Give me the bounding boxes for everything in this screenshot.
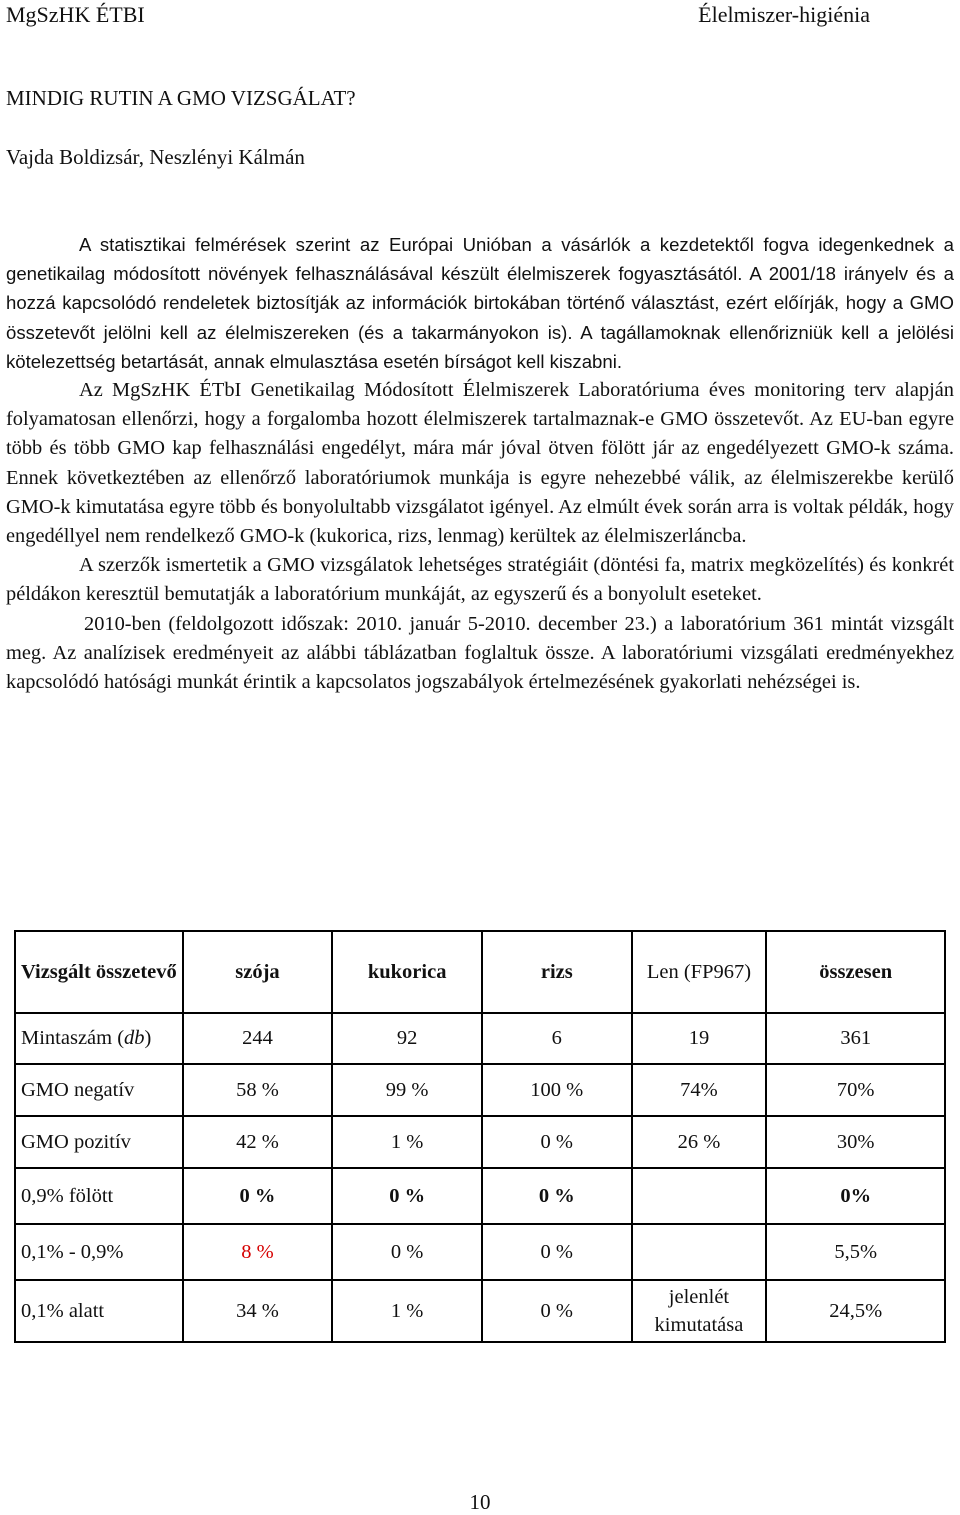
row-label: 0,9% fölött [15,1168,183,1224]
row-label: 0,1% - 0,9% [15,1224,183,1280]
table-row [15,1224,945,1280]
col-header: kukorica [332,931,482,1013]
table-cell: 0 % [482,1116,632,1168]
table-cell: 92 [332,1013,482,1064]
col-header: szója [183,931,333,1013]
table-cell: 244 [183,1013,333,1064]
table-cell: 0 % [332,1224,482,1280]
row-label: 0,1% alatt [15,1280,183,1342]
table-cell-highlight: 8 % [183,1224,333,1280]
article-body [6,230,954,697]
table-cell: 74% [632,1064,767,1116]
paragraph-intro: A statisztikai felmérések szerint az Európai Unióban a vásárlók a kezdetektől fogva idegenkednek a genetikailag módosított növények felhasználásával készült élelmiszerek fogyasztásától. A 2001/18 irányelv és a hozzá kapcsolódó rendeletek biztosítják az információk birtokában történő választást, ezért előírják, hogy a GMO összetevőt jelölni kell az élelmiszereken (és a takarmányokon is). A tagállamoknak ellenőrizniük kell a jelölési kötelezettség betartását, annak elmulasztása esetén bírságot kell kiszabni. [6,234,954,372]
page-title: MINDIG RUTIN A GMO VIZSGÁLAT? [6,86,356,110]
table-cell [632,1224,767,1280]
table-cell: 1 % [332,1116,482,1168]
table-cell: 0 % [183,1168,333,1224]
table-row [15,1280,945,1342]
col-header: Vizsgált összetevő [15,931,183,1013]
table-cell: 30% [766,1116,945,1168]
table-cell: 0% [766,1168,945,1224]
table-cell: 34 % [183,1280,333,1342]
table-cell: 100 % [482,1064,632,1116]
table-cell: 1 % [332,1280,482,1342]
table-cell: 0 % [482,1168,632,1224]
col-header: Len (FP967) [632,931,767,1013]
table-row [15,1168,945,1224]
table-cell: 0 % [482,1280,632,1342]
row-label: GMO pozitív [15,1116,183,1168]
col-header: rizs [482,931,632,1013]
table-cell: 5,5% [766,1224,945,1280]
table-row [15,1013,945,1064]
table-row [15,1116,945,1168]
col-header: összesen [766,931,945,1013]
table-cell: 361 [766,1013,945,1064]
table-row [15,1064,945,1116]
table-cell [632,1168,767,1224]
paragraph-strategies: A szerzők ismertetik a GMO vizsgálatok lehetséges stratégiáit (döntési fa, matrix megközelítés) és konkrét példákon keresztül bemutatják a laboratórium munkáját, az egyszerű és a bonyolult eseteket. [6,554,954,606]
table-cell: jelenlét kimutatása [632,1280,767,1342]
table-cell: 6 [482,1013,632,1064]
authors: Vajda Boldizsár, Neszlényi Kálmán [6,145,305,169]
table-header-row [15,931,945,1013]
row-label: Mintaszám (db) [15,1013,183,1064]
paragraph-results: 2010-ben (feldolgozott időszak: 2010. január 5-2010. december 23.) a laboratórium 361 mintát vizsgált meg. Az analízisek eredményeit az alábbi táblázatban foglaltuk össze. A laboratóriumi vizsgálati eredményekhez kapcsolódó hatósági munkát érintik a kapcsolatos jogszabályok értelmezésének gyakorlati nehézségei is. [6,612,954,694]
paragraph-lab: Az MgSzHK ÉTbI Genetikailag Módosított Élelmiszerek Laboratóriuma éves monitoring terv alapján folyamatosan ellenőrzi, hogy a forgalomba hozott élelmiszerek tartalmaznak-e GMO összetevőt. Az EU-ban egyre több és több GMO kap felhasználási engedélyt, mára már jóval ötven fölött jár az engedélyezett GMO-k száma. Ennek következtében az ellenőrző laboratóriumok munkája is egyre nehezebbé válik, az élelmiszerekbe kerülő GMO-k kimutatása egyre több és bonyolultabb vizsgálatot igényel. Az elmúlt évek során arra is voltak példák, hogy engedéllyel nem rendelkező GMO-k (kukorica, rizs, lenmag) kerültek az élelmiszerláncba. [6,379,954,548]
header-right: Élelmiszer-higiénia [698,2,870,27]
table-cell: 0 % [332,1168,482,1224]
table-cell: 58 % [183,1064,333,1116]
table-cell: 26 % [632,1116,767,1168]
table-cell: 24,5% [766,1280,945,1342]
table-cell: 99 % [332,1064,482,1116]
header-left: MgSzHK ÉTBI [6,2,145,27]
row-label: GMO negatív [15,1064,183,1116]
table-cell: 19 [632,1013,767,1064]
table-cell: 42 % [183,1116,333,1168]
results-table [14,930,946,1343]
page-number: 10 [469,1490,491,1514]
table-cell: 70% [766,1064,945,1116]
table-cell: 0 % [482,1224,632,1280]
